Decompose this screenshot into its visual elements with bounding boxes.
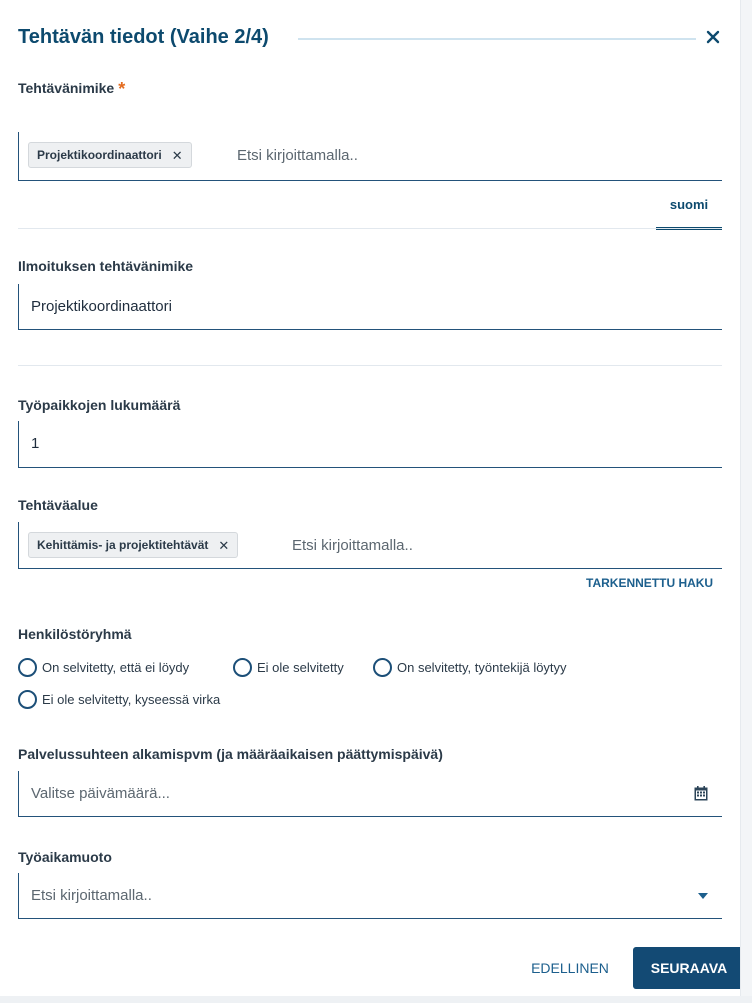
personnel-group-label: Henkilöstöryhmä — [18, 626, 132, 642]
start-date-placeholder: Valitse päivämäärä... — [31, 785, 170, 802]
work-time-label: Työaikamuoto — [18, 849, 112, 865]
calendar-icon[interactable] — [694, 786, 708, 801]
radio-option-3[interactable]: On selvitetty, työntekijä löytyy — [373, 658, 567, 677]
close-button[interactable] — [702, 26, 724, 48]
radio-circle — [18, 658, 37, 677]
close-icon — [706, 30, 720, 44]
dropdown-arrow-icon[interactable] — [698, 893, 708, 899]
job-title-label: Tehtävänimike * — [18, 79, 126, 99]
radio-option-4[interactable]: Ei ole selvitetty, kyseessä virka — [18, 690, 220, 709]
dialog-title: Tehtävän tiedot (Vaihe 2/4) — [18, 26, 269, 48]
positions-value: 1 — [31, 435, 40, 452]
ad-title-value: Projektikoordinaattori — [31, 298, 172, 315]
section-divider — [18, 365, 722, 366]
job-title-field[interactable] — [18, 132, 722, 181]
required-mark: * — [118, 79, 126, 99]
title-divider — [298, 38, 696, 40]
dialog-header — [18, 24, 724, 54]
start-date-input[interactable] — [18, 771, 722, 817]
radio-circle — [18, 690, 37, 709]
previous-button[interactable]: EDELLINEN — [531, 960, 609, 976]
positions-label: Työpaikkojen lukumäärä — [18, 397, 181, 413]
radio-option-2[interactable]: Ei ole selvitetty — [233, 658, 344, 677]
tab-language-suomi[interactable]: suomi — [656, 190, 722, 230]
task-area-label: Tehtäväalue — [18, 497, 98, 513]
work-time-select[interactable] — [18, 873, 722, 919]
task-area-field[interactable] — [18, 522, 722, 569]
job-title-search-input[interactable]: Etsi kirjoittamalla.. — [237, 147, 358, 164]
task-area-search-input[interactable]: Etsi kirjoittamalla.. — [292, 537, 413, 554]
next-button[interactable]: SEURAAVA — [633, 947, 745, 989]
advanced-search-link[interactable]: TARKENNETTU HAKU — [586, 576, 714, 590]
ad-title-input[interactable] — [18, 284, 722, 330]
radio-option-1[interactable]: On selvitetty, että ei löydy — [18, 658, 189, 677]
task-area-chip: Kehittämis- ja projektitehtävät ✕ — [28, 532, 238, 558]
start-date-label: Palvelussuhteen alkamispvm (ja määräaikaisen päättymispäivä) — [18, 746, 443, 762]
radio-circle — [373, 658, 392, 677]
positions-input[interactable] — [18, 421, 722, 468]
section-divider — [18, 228, 722, 229]
scrollbar[interactable] — [740, 0, 752, 1003]
job-title-chip: Projektikoordinaattori ✕ — [28, 142, 192, 168]
ad-title-label: Ilmoituksen tehtävänimike — [18, 258, 194, 274]
radio-circle — [233, 658, 252, 677]
remove-chip-icon[interactable]: ✕ — [171, 147, 183, 163]
remove-chip-icon[interactable]: ✕ — [218, 537, 230, 553]
bottom-edge — [0, 996, 752, 1003]
work-time-placeholder: Etsi kirjoittamalla.. — [31, 887, 152, 904]
